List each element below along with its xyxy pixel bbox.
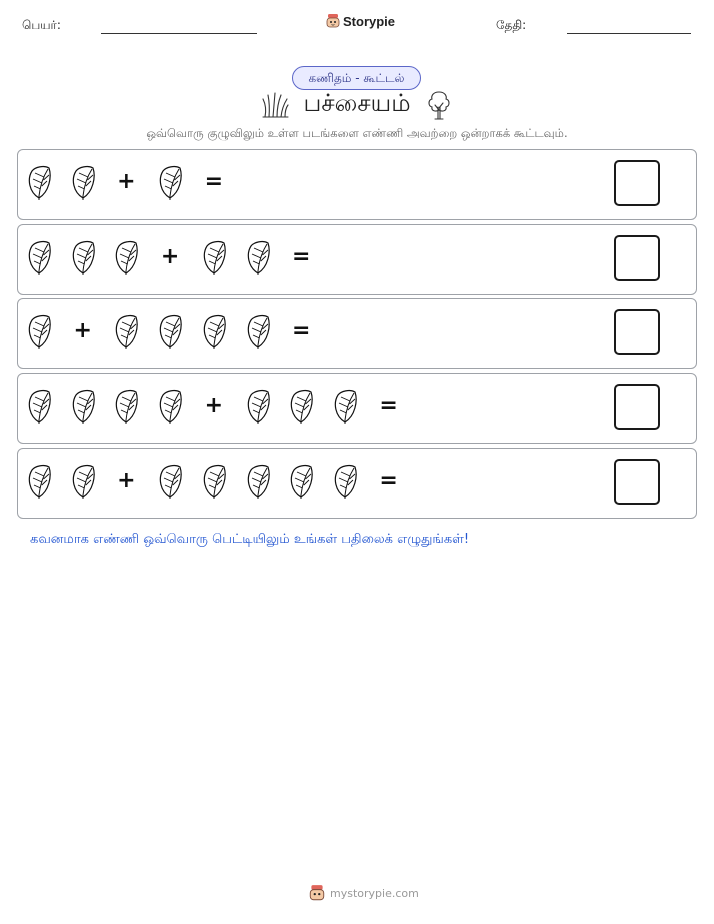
- equals-sign: =: [291, 318, 311, 343]
- leaf-icon: [202, 240, 226, 276]
- plus-sign: +: [204, 393, 224, 418]
- leaf-icon: [27, 240, 51, 276]
- leaf-icon: [246, 464, 270, 500]
- leaf-icon: [158, 314, 182, 350]
- plus-sign: +: [160, 244, 180, 269]
- answer-box[interactable]: [614, 160, 660, 206]
- leaf-icon: [71, 165, 95, 201]
- name-write-line[interactable]: [101, 33, 257, 34]
- problem-row: [17, 149, 697, 220]
- title-text: பச்சையம்: [303, 89, 411, 117]
- leaf-icon: [71, 464, 95, 500]
- leaf-icon: [158, 464, 182, 500]
- leaf-icon: [202, 314, 226, 350]
- leaf-icon: [27, 389, 51, 425]
- date-write-line[interactable]: [567, 33, 691, 34]
- subject-pill: கணிதம் - கூட்டல்: [292, 66, 421, 90]
- leaf-icon: [114, 389, 138, 425]
- plus-sign: +: [117, 468, 136, 493]
- worksheet-title: [240, 89, 474, 120]
- leaf-icon: [27, 464, 51, 500]
- leaf-icon: [246, 314, 270, 350]
- leaf-icon: [114, 240, 138, 276]
- problem-row: [17, 373, 697, 444]
- equals-sign: =: [379, 393, 398, 418]
- instructions: ஒவ்வொரு குழுவிலும் உள்ள படங்களை எண்ணி அவற்றை ஒன்றாகக் கூட்டவும்.: [146, 126, 568, 140]
- brand-name: Storypie: [343, 13, 396, 29]
- problem-row: [17, 448, 697, 519]
- site-footer: [309, 884, 419, 902]
- storypie-mascot-icon: [309, 884, 325, 902]
- problem-row: [17, 224, 697, 295]
- grass-icon: [261, 91, 289, 119]
- plus-sign: +: [73, 318, 92, 343]
- leaf-icon: [27, 165, 51, 201]
- leaf-icon: [71, 389, 95, 425]
- leaf-icon: [246, 240, 270, 276]
- equals-sign: =: [379, 468, 398, 493]
- leaf-icon: [246, 389, 270, 425]
- answer-box[interactable]: [614, 459, 660, 505]
- name-label: பெயர்:: [22, 18, 61, 32]
- answer-box[interactable]: [614, 384, 660, 430]
- site-url: mystorypie.com: [330, 886, 419, 900]
- tree-icon: [425, 90, 453, 120]
- leaf-icon: [289, 389, 313, 425]
- date-label: தேதி:: [496, 18, 527, 32]
- leaf-icon: [333, 389, 357, 425]
- leaf-icon: [158, 165, 182, 201]
- leaf-icon: [114, 314, 138, 350]
- leaf-icon: [333, 464, 357, 500]
- storypie-mascot-icon: [326, 13, 340, 29]
- answer-box[interactable]: [614, 235, 660, 281]
- leaf-icon: [202, 464, 226, 500]
- brand-logo: [326, 13, 395, 29]
- equals-sign: =: [204, 169, 224, 194]
- equals-sign: =: [291, 244, 311, 269]
- answer-box[interactable]: [614, 309, 660, 355]
- problem-row: [17, 298, 697, 369]
- leaf-icon: [71, 240, 95, 276]
- leaf-icon: [289, 464, 313, 500]
- plus-sign: +: [117, 169, 136, 194]
- footer-note: கவனமாக எண்ணி ஒவ்வொரு பெட்டியிலும் உங்கள் பதிலைக் எழுதுங்கள்!: [30, 532, 470, 547]
- leaf-icon: [27, 314, 51, 350]
- leaf-icon: [158, 389, 182, 425]
